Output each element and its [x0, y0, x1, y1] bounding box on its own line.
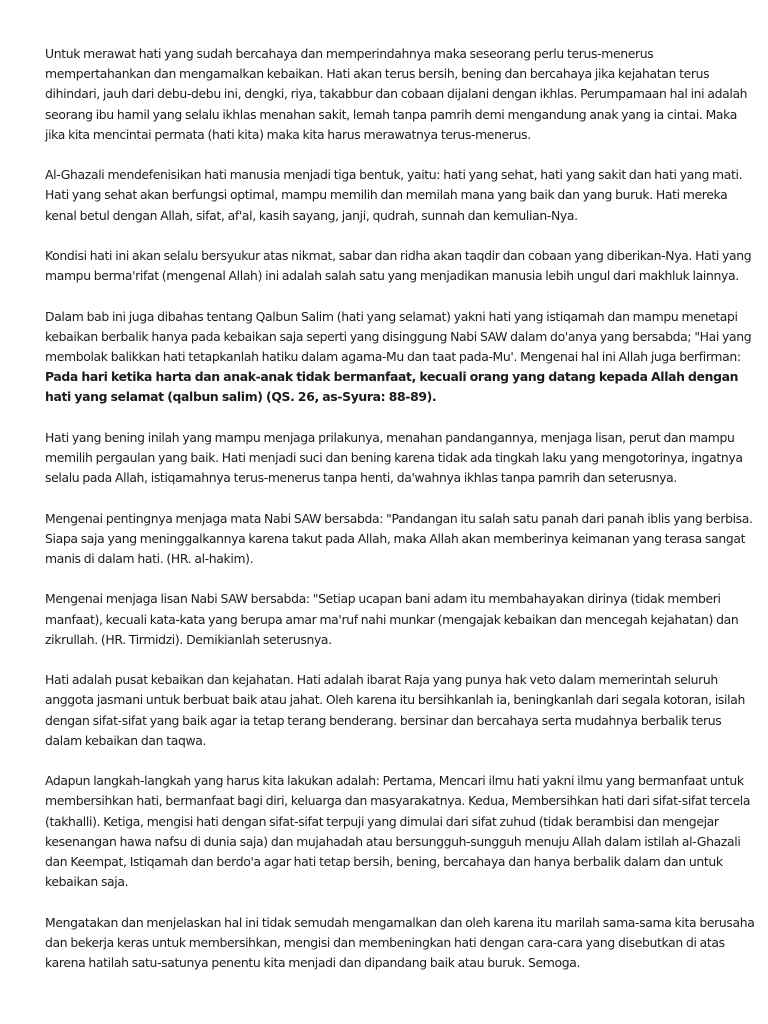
paragraph-al-ghazali: Al-Ghazali mendefenisikan hati manusia menjadi tiga bentuk, yaitu: hati yang sehat, hati yang sakit dan hati yang mati. Hati yang sehat akan berfungsi optimal, mampu memilih dan memilah mana yang baik dan yang buruk. Hati mereka kenal betul dengan Allah, sifat, af'al, kasih sayang, janji, qudrah, sunnah dan kemulian-Nya. [45, 167, 743, 223]
paragraph-penutup: Mengatakan dan menjelaskan hal ini tidak semudah mengamalkan dan oleh karena itu marilah sama-sama kita berusaha dan bekerja keras untuk membersihkan, mengisi dan membeningkan hati dengan cara-cara yang disebutkan di atas karena hatilah satu-satunya penentu kita menjadi dan dipandang baik atau buruk. Semoga. [45, 914, 755, 970]
paragraph-menjaga-lisan: Mengenai menjaga lisan Nabi SAW bersabda: "Setiap ucapan bani adam itu membahayakan dirinya (tidak memberi manfaat), kecuali kata-kata yang berupa amar ma'ruf nahi munkar (mengajak kebaikan dan mencegah kejahatan) dan zikrullah. (HR. Tirmidzi). Demikianlah seterusnya. [45, 591, 739, 647]
paragraph-merawat-hati: Untuk merawat hati yang sudah bercahaya dan memperindahnya maka seseorang perlu terus-menerus mempertahankan dan mengamalkan kebaikan. Hati akan terus bersih, bening dan bercahaya jika kejahatan terus dihindari, jauh dari debu-debu ini, dengki, riya, takabbur dan cobaan dijalani dengan ikhlas. Perumpamaan hal ini adalah seorang ibu hamil yang selalu ikhlas menahan sakit, lemah tanpa pamrih demi mengandung anak yang ia cintai. Maka jika kita mencintai permata (hati kita) maka kita harus merawatnya terus-menerus. [45, 46, 748, 142]
document-page [45, 44, 755, 993]
qalbun-salim-intro: Dalam bab ini juga dibahas tentang Qalbun Salim (hati yang selamat) yakni hati yang istiqamah dan mampu menetapi kebaikan berbalik hanya pada kebaikan saja seperti yang disinggung Nabi SAW dalam do'anya yang bersabda; "Hai yang membolak balikkan hati tetapkanlah hatiku dalam agama-Mu dan taat pada-Mu'. Mengenai hal ini Allah juga berfirman: [45, 308, 752, 364]
paragraph-menjaga-mata: Mengenai pentingnya menjaga mata Nabi SAW bersabda: "Pandangan itu salah satu panah dari panah iblis yang berbisa. Siapa saja yang meninggalkannya karena takut pada Allah, maka Allah akan memberinya keimanan yang terasa sangat manis di dalam hati. (HR. al-hakim). [45, 510, 753, 566]
paragraph-kondisi-hati: Kondisi hati ini akan selalu bersyukur atas nikmat, sabar dan ridha akan taqdir dan cobaan yang diberikan-Nya. Hati yang mampu berma'rifat (mengenal Allah) ini adalah salah satu yang menjadikan manusia lebih ungul dari makhluk lainnya. [45, 248, 752, 284]
paragraph-langkah-langkah: Adapun langkah-langkah yang harus kita lakukan adalah: Pertama, Mencari ilmu hati yakni ilmu yang bermanfaat untuk membersihkan hati, bermanfaat bagi diri, keluarga dan masyarakatnya. Kedua, Membersihkan hati dari sifat-sifat tercela (takhalli). Ketiga, mengisi hati dengan sifat-sifat terpuji yang dimulai dari sifat zuhud (tidak berambisi dan mengejar kesenangan hawa nafsu di dunia saja) dan mujahadah atau bersungguh-sungguh menuju Allah dalam istilah al-Ghazali dan Keempat, Istiqamah dan berdo'a agar hati tetap bersih, bening, bercahaya dan hanya berbalik dalam dan untuk kebaikan saja. [45, 773, 751, 890]
paragraph-hati-bening: Hati yang bening inilah yang mampu menjaga prilakunya, menahan pandangannya, menjaga lisan, perut dan mampu memilih pergaulan yang baik. Hati menjadi suci dan bening karena tidak ada tingkah laku yang mengotorinya, ingatnya selalu pada Allah, istiqamahnya terus-menerus tanpa henti, da'wahnya ikhlas tanpa pamrih dan seterusnya. [45, 429, 743, 486]
paragraph-pusat-kebaikan: Hati adalah pusat kebaikan dan kejahatan. Hati adalah ibarat Raja yang punya hak veto dalam memerintah seluruh anggota jasmani untuk berbuat baik atau jahat. Oleh karena itu bersihkanlah ia, beningkanlah dari segala kotoran, isilah dengan sifat-sifat yang baik agar ia tetap terang benderang. bersinar dan bercahaya serta mudahnya berbalik terus dalam kebaikan dan taqwa. [45, 672, 745, 748]
quran-verse: Pada hari ketika harta dan anak-anak tidak bermanfaat, kecuali orang yang datang kepada Allah dengan hati yang selamat (qalbun salim) (QS. 26, as-Syura: 88-89). [45, 369, 739, 405]
paragraph-qalbun-salim [45, 307, 755, 408]
